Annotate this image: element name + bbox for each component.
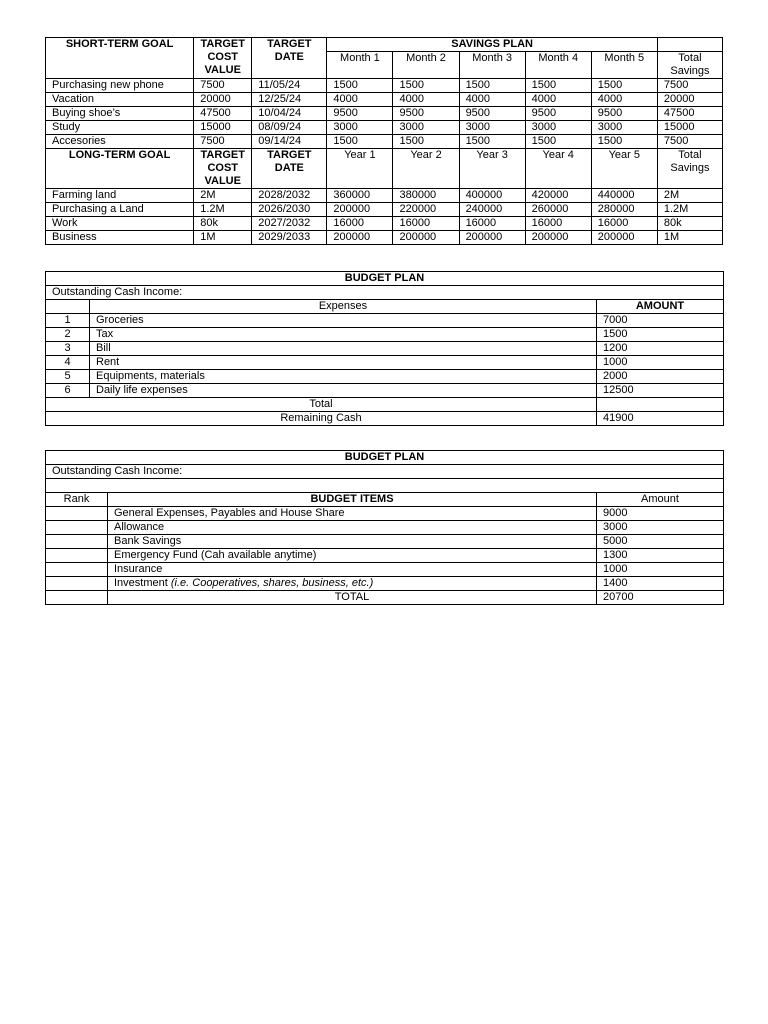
savings-plan-header-blank: [657, 38, 722, 52]
total-savings: 1M: [657, 231, 722, 245]
budget-item: [108, 577, 597, 591]
target-cost: 7500: [194, 79, 252, 93]
expense-amount: 1500: [597, 328, 724, 342]
period-header: Month 5: [591, 52, 657, 79]
target-date: 2026/2030: [252, 203, 327, 217]
table-row: [46, 342, 724, 356]
budget-plan-items-table: [45, 450, 724, 605]
budget-items-header-row: [46, 493, 724, 507]
target-date-header: TARGET DATE: [252, 38, 327, 79]
total-savings: 47500: [657, 107, 722, 121]
period-amount: 220000: [393, 203, 459, 217]
table-row: [46, 535, 724, 549]
number-header: [46, 300, 90, 314]
period-amount: 4000: [393, 93, 459, 107]
period-amount: 1500: [393, 79, 459, 93]
budget-title-row: [46, 272, 724, 286]
target-cost: 2M: [194, 189, 252, 203]
period-amount: 360000: [327, 189, 393, 203]
target-date: 11/05/24: [252, 79, 327, 93]
budget-item: [108, 549, 597, 563]
table-row: [46, 384, 724, 398]
budget-item-label: Allowance: [114, 521, 165, 533]
period-amount: 3000: [591, 121, 657, 135]
blank-row: [46, 479, 724, 493]
period-amount: 1500: [459, 135, 525, 149]
budget-amount: 1000: [597, 563, 724, 577]
period-amount: 1500: [327, 135, 393, 149]
budget-item: [108, 521, 597, 535]
period-amount: 400000: [459, 189, 525, 203]
expense-rows: [46, 314, 724, 398]
budget-amount: 1400: [597, 577, 724, 591]
expense-item: Groceries: [90, 314, 597, 328]
target-cost-header: TARGET COST VALUE: [194, 149, 252, 189]
period-amount: 280000: [591, 203, 657, 217]
target-date: 12/25/24: [252, 93, 327, 107]
total-value: 20700: [597, 591, 724, 605]
period-amount: 200000: [327, 231, 393, 245]
rank-header: Rank: [46, 493, 108, 507]
period-amount: 4000: [327, 93, 393, 107]
period-amount: 1500: [591, 135, 657, 149]
total-rank-cell: [46, 591, 108, 605]
period-amount: 16000: [459, 217, 525, 231]
outstanding-cash-income-label: Outstanding Cash Income:: [46, 465, 724, 479]
target-date: 09/14/24: [252, 135, 327, 149]
short-term-rows: [46, 79, 723, 149]
expense-item: Equipments, materials: [90, 370, 597, 384]
rank-cell: [46, 549, 108, 563]
budget-item-label: Bank Savings: [114, 535, 182, 547]
income-row: [46, 465, 724, 479]
total-savings: 1.2M: [657, 203, 722, 217]
goal-name: Purchasing a Land: [46, 203, 194, 217]
total-label: Total: [46, 398, 597, 412]
total-row: [46, 591, 724, 605]
expense-amount: 1200: [597, 342, 724, 356]
period-amount: 200000: [393, 231, 459, 245]
budget-item: [108, 563, 597, 577]
total-label: TOTAL: [108, 591, 597, 605]
budget-amount: 1300: [597, 549, 724, 563]
total-savings: 7500: [657, 79, 722, 93]
total-savings: 2M: [657, 189, 722, 203]
target-cost-header: TARGET COST VALUE: [194, 38, 252, 79]
period-amount: 4000: [591, 93, 657, 107]
total-savings: 20000: [657, 93, 722, 107]
period-amount: 420000: [525, 189, 591, 203]
target-cost: 1M: [194, 231, 252, 245]
budget-item-label: Insurance: [114, 563, 163, 575]
budget-item: [108, 535, 597, 549]
budget-item-label: Investment: [114, 577, 171, 589]
period-amount: 240000: [459, 203, 525, 217]
expense-item: Daily life expenses: [90, 384, 597, 398]
period-amount: 1500: [525, 135, 591, 149]
rank-cell: [46, 563, 108, 577]
rank-cell: [46, 577, 108, 591]
table-row: [46, 328, 724, 342]
goal-row: [46, 203, 723, 217]
period-header: Year 5: [591, 149, 657, 189]
period-header: Month 3: [459, 52, 525, 79]
expense-amount: 2000: [597, 370, 724, 384]
amount-header: AMOUNT: [597, 300, 724, 314]
period-amount: 9500: [393, 107, 459, 121]
total-savings: 7500: [657, 135, 722, 149]
remaining-cash-row: [46, 412, 724, 426]
period-header: Month 1: [327, 52, 393, 79]
target-cost: 47500: [194, 107, 252, 121]
goal-row: [46, 135, 723, 149]
expense-item: Bill: [90, 342, 597, 356]
rank-cell: [46, 535, 108, 549]
period-amount: 200000: [591, 231, 657, 245]
goal-name: Accesories: [46, 135, 194, 149]
period-amount: 1500: [525, 79, 591, 93]
remaining-cash-label: Remaining Cash: [46, 412, 597, 426]
period-amount: 9500: [459, 107, 525, 121]
period-amount: 3000: [327, 121, 393, 135]
goal-name: Study: [46, 121, 194, 135]
outstanding-cash-income-label: Outstanding Cash Income:: [46, 286, 724, 300]
budget-item-label: Emergency Fund (Cah available anytime): [114, 549, 317, 561]
table-row: [46, 563, 724, 577]
row-number: 3: [46, 342, 90, 356]
period-header: Year 1: [327, 149, 393, 189]
goal-row: [46, 107, 723, 121]
total-value: [597, 398, 724, 412]
target-date: 08/09/24: [252, 121, 327, 135]
row-number: 1: [46, 314, 90, 328]
target-date: 2028/2032: [252, 189, 327, 203]
target-date: 2027/2032: [252, 217, 327, 231]
target-date: 2029/2033: [252, 231, 327, 245]
expense-amount: 7000: [597, 314, 724, 328]
row-number: 5: [46, 370, 90, 384]
period-amount: 4000: [525, 93, 591, 107]
total-savings-header: Total Savings: [657, 52, 722, 79]
budget-plan-title: BUDGET PLAN: [46, 451, 724, 465]
period-amount: 1500: [393, 135, 459, 149]
period-amount: 16000: [525, 217, 591, 231]
target-date: 10/04/24: [252, 107, 327, 121]
period-amount: 1500: [591, 79, 657, 93]
total-savings: 80k: [657, 217, 722, 231]
budget-amount: 3000: [597, 521, 724, 535]
target-cost: 1.2M: [194, 203, 252, 217]
period-amount: 1500: [459, 79, 525, 93]
rank-cell: [46, 521, 108, 535]
period-amount: 9500: [327, 107, 393, 121]
period-amount: 3000: [393, 121, 459, 135]
table-row: [46, 314, 724, 328]
goal-row: [46, 189, 723, 203]
budget-plan-title: BUDGET PLAN: [46, 272, 724, 286]
row-number: 6: [46, 384, 90, 398]
goal-row: [46, 121, 723, 135]
period-amount: 200000: [327, 203, 393, 217]
period-amount: 9500: [591, 107, 657, 121]
savings-plan-header: SAVINGS PLAN: [327, 38, 657, 52]
period-amount: 9500: [525, 107, 591, 121]
income-row: [46, 286, 724, 300]
period-amount: 200000: [459, 231, 525, 245]
goal-row: [46, 217, 723, 231]
total-savings-header: Total Savings: [657, 149, 722, 189]
period-amount: 380000: [393, 189, 459, 203]
budget-plan-expenses-table: [45, 271, 724, 426]
period-amount: 260000: [525, 203, 591, 217]
table-row: [46, 356, 724, 370]
budget-item-label: General Expenses, Payables and House Share: [114, 507, 345, 519]
period-amount: 1500: [327, 79, 393, 93]
expense-item: Tax: [90, 328, 597, 342]
goal-name: Purchasing new phone: [46, 79, 194, 93]
period-header: Year 3: [459, 149, 525, 189]
period-amount: 16000: [327, 217, 393, 231]
expense-item: Rent: [90, 356, 597, 370]
amount-header: Amount: [597, 493, 724, 507]
period-amount: 16000: [393, 217, 459, 231]
budget-item-note: (i.e. Cooperatives, shares, business, etc.): [170, 577, 374, 589]
goal-name: Business: [46, 231, 194, 245]
period-amount: 16000: [591, 217, 657, 231]
budget-items-header: BUDGET ITEMS: [108, 493, 597, 507]
goal-name: Vacation: [46, 93, 194, 107]
goal-name: Farming land: [46, 189, 194, 203]
table-row: [46, 507, 724, 521]
period-amount: 3000: [525, 121, 591, 135]
budget-item-rows: [46, 507, 724, 591]
remaining-cash-value: 41900: [597, 412, 724, 426]
long-term-rows: [46, 189, 723, 245]
blank-cell: [46, 479, 724, 493]
expense-amount: 1000: [597, 356, 724, 370]
table-row: [46, 577, 724, 591]
period-amount: 3000: [459, 121, 525, 135]
period-header: Month 4: [525, 52, 591, 79]
goal-row: [46, 231, 723, 245]
target-cost: 15000: [194, 121, 252, 135]
expense-amount: 12500: [597, 384, 724, 398]
target-cost: 20000: [194, 93, 252, 107]
period-header: Year 4: [525, 149, 591, 189]
period-header: Month 2: [393, 52, 459, 79]
goal-row: [46, 93, 723, 107]
target-date-header: TARGET DATE: [252, 149, 327, 189]
total-row: [46, 398, 724, 412]
target-cost: 80k: [194, 217, 252, 231]
period-amount: 4000: [459, 93, 525, 107]
rank-cell: [46, 507, 108, 521]
short-term-goal-header: SHORT-TERM GOAL: [46, 38, 194, 79]
budget-amount: 5000: [597, 535, 724, 549]
period-amount: 200000: [525, 231, 591, 245]
row-number: 2: [46, 328, 90, 342]
goal-name: Work: [46, 217, 194, 231]
goal-row: [46, 79, 723, 93]
short-term-header-row: [46, 38, 723, 52]
total-savings: 15000: [657, 121, 722, 135]
goal-name: Buying shoe’s: [46, 107, 194, 121]
budget-amount: 9000: [597, 507, 724, 521]
table-row: [46, 549, 724, 563]
table-row: [46, 370, 724, 384]
budget-title-row: [46, 451, 724, 465]
period-header: Year 2: [393, 149, 459, 189]
period-amount: 440000: [591, 189, 657, 203]
budget-item: [108, 507, 597, 521]
table-row: [46, 521, 724, 535]
expenses-header-row: [46, 300, 724, 314]
expenses-header: Expenses: [90, 300, 597, 314]
savings-goals-table: [45, 37, 723, 245]
long-term-goal-header: LONG-TERM GOAL: [46, 149, 194, 189]
row-number: 4: [46, 356, 90, 370]
target-cost: 7500: [194, 135, 252, 149]
